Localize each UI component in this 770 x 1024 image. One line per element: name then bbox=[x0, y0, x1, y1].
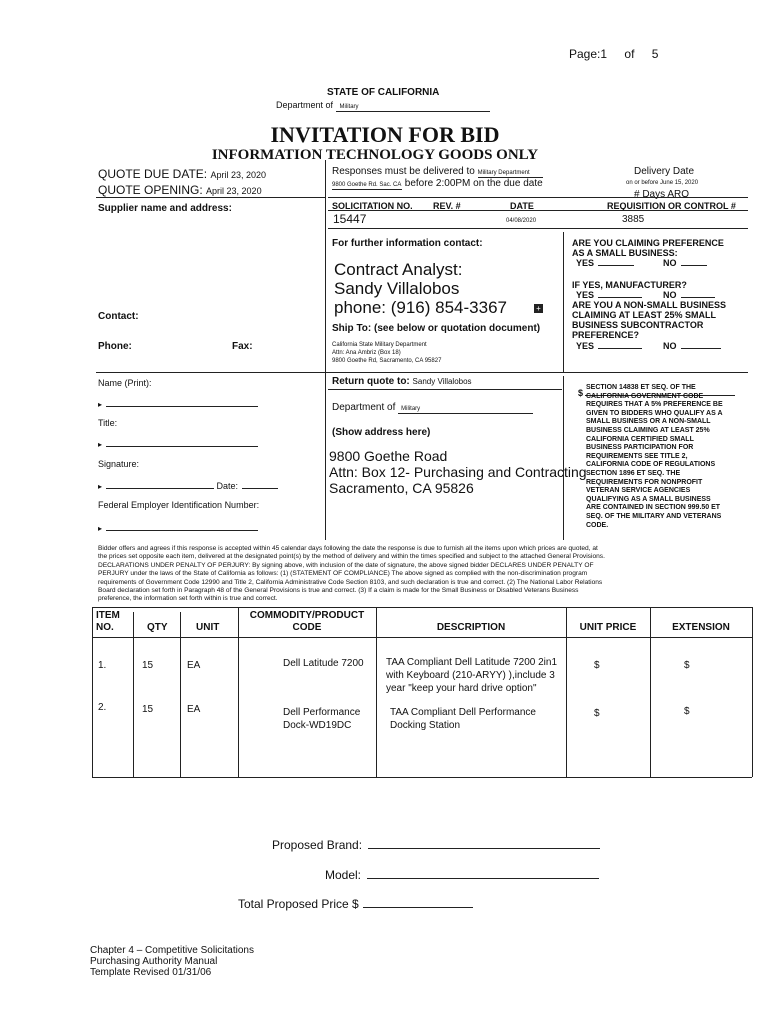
row2-qty: 15 bbox=[142, 704, 154, 715]
page-label: Page: bbox=[569, 47, 601, 61]
contact-label: Contact: bbox=[98, 311, 139, 322]
show-address: (Show address here) bbox=[332, 427, 431, 438]
return-addr-3: Sacramento, CA 95826 bbox=[329, 480, 474, 496]
small-yes[interactable] bbox=[576, 258, 634, 269]
solicitation-no-value: 15447 bbox=[333, 212, 367, 226]
page-title: INVITATION FOR BID bbox=[270, 122, 500, 147]
col-item-1: ITEM bbox=[96, 610, 120, 621]
row2-unit-price[interactable]: $ bbox=[594, 708, 600, 719]
title-label: Title: bbox=[98, 418, 118, 428]
nonsmall-q1: ARE YOU A NON-SMALL BUSINESS bbox=[572, 300, 727, 310]
notice-line: BUSINESS PARTICIPATION FOR bbox=[586, 444, 694, 452]
manufacturer-q: IF YES, MANUFACTURER? bbox=[572, 280, 687, 290]
return-dept-value: Military bbox=[398, 405, 533, 414]
proposed-model[interactable] bbox=[325, 866, 599, 882]
return-addr-2: Attn: Box 12- Purchasing and Contracting bbox=[329, 464, 587, 480]
quote-due-label: QUOTE DUE DATE: bbox=[98, 167, 208, 181]
analyst-name: Sandy Villalobos bbox=[334, 279, 460, 298]
return-label: Return quote to: bbox=[332, 376, 410, 387]
row2-description bbox=[390, 706, 536, 732]
responses-address-line bbox=[332, 178, 543, 190]
row2-no: 2. bbox=[98, 702, 107, 713]
notice-line: REQUIRES THAT A 5% PREFERENCE BE bbox=[586, 401, 723, 409]
legal-line: DECLARATIONS UNDER PENALTY OF PERJURY: By signing above, with inclusion of the date of signature, the above signed bidder DECLARES UNDER PENALTY OF bbox=[98, 561, 594, 569]
ship-line-3: 9800 Goethe Rd, Sacramento, CA 95827 bbox=[332, 358, 442, 364]
nonsmall-q2: CLAIMING AT LEAST 25% SMALL bbox=[572, 310, 716, 320]
small-no[interactable] bbox=[663, 258, 707, 269]
requisition-value: 3885 bbox=[622, 214, 645, 225]
return-addr-1: 9800 Goethe Road bbox=[329, 448, 448, 464]
row1-unit: EA bbox=[187, 660, 201, 671]
legal-declaration bbox=[98, 545, 748, 604]
ship-to-label: Ship To: (see below or quotation document) bbox=[332, 323, 541, 334]
row1-desc-1: TAA Compliant Dell Latitude 7200 2in1 bbox=[386, 657, 558, 668]
row2-code bbox=[283, 706, 360, 732]
quote-opening bbox=[98, 183, 262, 197]
notice-line: SECTION 14838 ET SEQ. OF THE bbox=[586, 384, 696, 391]
date-label: DATE bbox=[510, 201, 534, 211]
notice-line: ARE CONTAINED IN SECTION 999.50 ET bbox=[586, 504, 721, 512]
name-print-field[interactable] bbox=[98, 394, 258, 412]
nonsmall-q4: PREFERENCE? bbox=[572, 330, 640, 340]
name-print-label: Name (Print): bbox=[98, 378, 152, 388]
analyst-phone: phone: (916) 854-3367 bbox=[334, 298, 507, 317]
col-commodity-1: COMMODITY/PRODUCT bbox=[249, 610, 365, 621]
row2-code-1: Dell Performance bbox=[283, 707, 361, 718]
col-commodity-2: CODE bbox=[292, 622, 322, 633]
notice-line: QUALIFYING AS A SMALL BUSINESS bbox=[586, 495, 711, 503]
arrow-icon: ▸ bbox=[98, 440, 103, 449]
row1-code: Dell Latitude 7200 bbox=[283, 658, 364, 669]
row1-description bbox=[386, 656, 557, 695]
title-field[interactable] bbox=[98, 434, 258, 452]
legal-line: the prices set opposite each item, delivered at the designated point(s) by the method of delivery and within the times specified and subject to the attached General Provisions. bbox=[98, 553, 605, 561]
notice-line: VETERAN SERVICE AGENCIES bbox=[586, 487, 691, 495]
page-num: 1 bbox=[600, 47, 608, 61]
row1-unit-price[interactable]: $ bbox=[594, 660, 600, 671]
notice-line: REQUIREMENTS FOR NONPROFIT bbox=[586, 478, 703, 486]
row2-unit: EA bbox=[187, 704, 201, 715]
quote-due-date bbox=[98, 167, 266, 181]
col-qty: QTY bbox=[147, 622, 168, 633]
of-label: of bbox=[624, 47, 635, 61]
model-label: Model: bbox=[325, 868, 362, 882]
dept-value: Military bbox=[336, 103, 490, 112]
state-heading: STATE OF CALIFORNIA bbox=[327, 87, 440, 98]
quote-opening-label: QUOTE OPENING: bbox=[98, 183, 203, 197]
row2-desc-1: TAA Compliant Dell Performance bbox=[390, 707, 536, 718]
legal-line: PERJURY under the laws of the State of California as follows: (1) (STATEMENT OF COMPLIANCE) The above signed as complied with the non-discrimination program bbox=[98, 570, 588, 578]
col-unit: UNIT bbox=[196, 622, 220, 633]
legal-line: preference, the information set forth within is true and correct. bbox=[98, 595, 278, 603]
nonsmall-no-label: NO bbox=[663, 341, 677, 351]
footer-line-1: Chapter 4 – Competitive Solicitations bbox=[90, 945, 254, 956]
notice-line: SEQ. OF THE MILITARY AND VETERANS bbox=[586, 512, 722, 520]
footer bbox=[90, 945, 254, 978]
legal-line: Bidder offers and agrees if this response is accepted within 45 calendar days following the date the response is due to furnish all the items upon which prices are quoted, at bbox=[98, 545, 598, 552]
responses-to: Military Department bbox=[478, 169, 543, 178]
days-aro: # Days ARO bbox=[634, 189, 690, 200]
signature-label: Signature: bbox=[98, 459, 140, 469]
ship-line-1: California State Military Department bbox=[332, 342, 427, 348]
mfr-yes-label: YES bbox=[576, 290, 595, 300]
row2-extension[interactable]: $ bbox=[684, 706, 690, 717]
small-yes-label: YES bbox=[576, 258, 595, 268]
footer-line-3: Template Revised 01/31/06 bbox=[90, 967, 212, 978]
arrow-icon: ▸ bbox=[98, 400, 103, 409]
row1-desc-2: with Keyboard (210-ARYY) ),include 3 bbox=[386, 670, 555, 681]
page-subtitle: INFORMATION TECHNOLOGY GOODS ONLY bbox=[211, 147, 539, 163]
dollar-sign: $ bbox=[578, 388, 584, 398]
col-commodity bbox=[238, 610, 376, 634]
notice-line: GIVEN TO BIDDERS WHO QUALIFY AS A bbox=[586, 409, 723, 417]
row2-desc-2: Docking Station bbox=[390, 720, 461, 731]
arrow-icon: ▸ bbox=[98, 482, 103, 491]
ship-line-2: Attn: Ana Ambriz (Box 18) bbox=[332, 350, 401, 356]
brand-label: Proposed Brand: bbox=[272, 838, 363, 852]
row2-code-2: Dock-WD19DC bbox=[283, 720, 352, 731]
quote-opening-value: April 23, 2020 bbox=[206, 186, 262, 196]
expand-icon[interactable]: + bbox=[534, 304, 543, 313]
responses-before: before 2:00PM on the due date bbox=[404, 178, 543, 189]
return-to: Sandy Villalobos bbox=[412, 377, 472, 386]
row1-qty: 15 bbox=[142, 660, 154, 671]
info-contact-label: For further information contact: bbox=[332, 238, 483, 249]
footer-line-2: Purchasing Authority Manual bbox=[90, 956, 218, 967]
nonsmall-yes-label: YES bbox=[576, 341, 595, 351]
quote-due-value: April 23, 2020 bbox=[210, 170, 267, 180]
small-business-q1: ARE YOU CLAIMING PREFERENCE bbox=[572, 238, 724, 248]
small-business-q2: AS A SMALL BUSINESS: bbox=[572, 248, 678, 258]
delivery-date-sub: on or before June 15, 2020 bbox=[626, 180, 699, 186]
phone-label: Phone: bbox=[98, 341, 132, 352]
col-extension: EXTENSION bbox=[672, 622, 730, 633]
preference-notice bbox=[586, 384, 746, 530]
price-label: Total Proposed Price $ bbox=[238, 897, 359, 911]
dept-label: Department of bbox=[276, 100, 334, 110]
notice-line: CODE. bbox=[586, 521, 609, 529]
fein-field[interactable] bbox=[98, 518, 258, 536]
row1-extension[interactable]: $ bbox=[684, 660, 690, 671]
requisition-label: REQUISITION OR CONTROL # bbox=[607, 201, 736, 211]
legal-line: requirements of Government Code 12990 and Title 2, California Administrative Code Section 8103, and such declaration is true and correct. (2) The National Labor Relations bbox=[98, 578, 603, 586]
arrow-icon: ▸ bbox=[98, 524, 103, 533]
legal-line: Board declaration set forth in Paragraph 48 of the General Provisions is true and correct. (3) If a claim is made for the Small Business or Disabled Veterans Business bbox=[98, 587, 579, 595]
notice-line: SMALL BUSINESS OR A NON-SMALL bbox=[586, 418, 711, 426]
return-department bbox=[332, 402, 533, 414]
notice-line: CALIFORNIA CERTIFIED SMALL bbox=[586, 435, 694, 443]
notice-line: CALIFORNIA GOVERNMENT CODE bbox=[586, 392, 704, 400]
solicitation-no-label: SOLICITATION NO. bbox=[332, 201, 413, 211]
responses-line bbox=[332, 166, 543, 178]
supplier-label: Supplier name and address: bbox=[98, 203, 232, 214]
notice-line: REQUIREMENTS SEE TITLE 2, bbox=[586, 452, 688, 460]
return-dept-label: Department of bbox=[332, 402, 396, 413]
nonsmall-q3: BUSINESS SUBCONTRACTOR bbox=[572, 320, 704, 330]
responses-address: 9800 Goethe Rd. Sac. CA bbox=[332, 182, 402, 188]
nonsmall-yes[interactable] bbox=[576, 341, 642, 352]
proposed-brand[interactable] bbox=[272, 836, 600, 852]
signature-field[interactable] bbox=[98, 478, 278, 492]
small-no-label: NO bbox=[663, 258, 677, 268]
return-quote bbox=[332, 376, 472, 388]
page-total: 5 bbox=[651, 47, 659, 61]
fax-label: Fax: bbox=[232, 341, 253, 352]
contract-analyst: Contract Analyst: bbox=[334, 260, 463, 279]
fein-label: Federal Employer Identification Number: bbox=[98, 500, 260, 510]
date-value: 04/08/2020 bbox=[506, 218, 537, 224]
rev-label: REV. # bbox=[433, 201, 461, 211]
nonsmall-no[interactable] bbox=[663, 341, 721, 352]
notice-line: BUSINESS CLAIMING AT LEAST 25% bbox=[586, 426, 710, 434]
row1-no: 1. bbox=[98, 660, 107, 671]
responses-label: Responses must be delivered to bbox=[332, 166, 475, 177]
notice-line: CALIFORNIA CODE OF REGULATIONS bbox=[586, 461, 716, 469]
col-description: DESCRIPTION bbox=[436, 622, 506, 633]
total-proposed-price[interactable] bbox=[238, 895, 473, 911]
page-number bbox=[569, 47, 658, 61]
mfr-no-label: NO bbox=[663, 290, 677, 300]
row1-desc-3: year "keep your hard drive option" bbox=[386, 683, 537, 694]
date-sign-label: Date: bbox=[216, 481, 239, 491]
col-item bbox=[96, 610, 120, 634]
notice-line: SECTION 1896 ET SEQ. THE bbox=[586, 469, 681, 477]
delivery-date-label: Delivery Date bbox=[634, 166, 695, 177]
col-item-2: NO. bbox=[96, 622, 114, 633]
department-line bbox=[276, 100, 490, 112]
col-unit-price: UNIT PRICE bbox=[579, 622, 637, 633]
